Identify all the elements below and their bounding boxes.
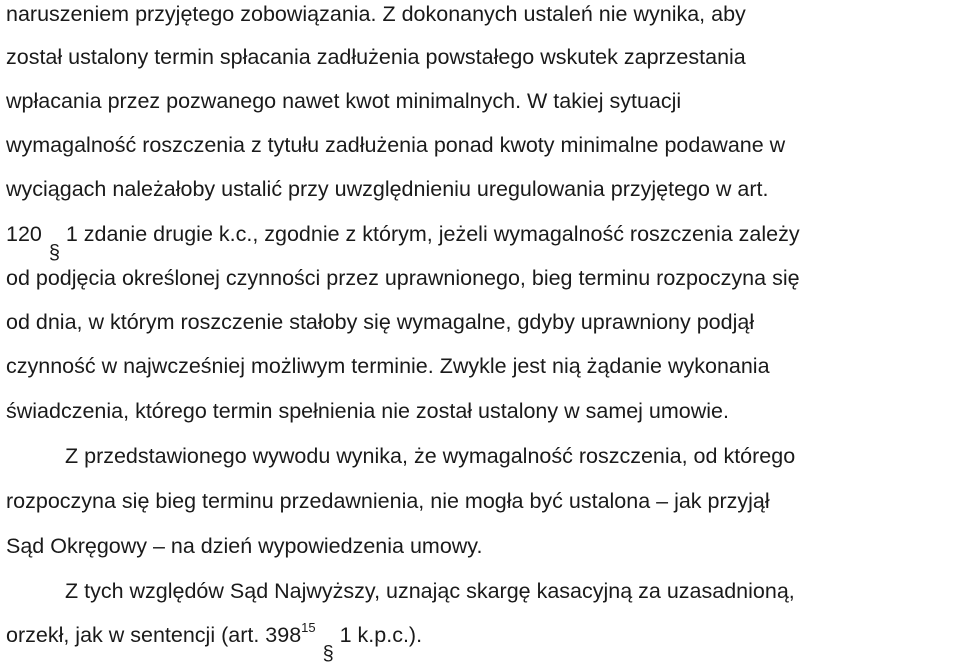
text-line [6, 620, 423, 665]
text-line: Sąd Okręgowy – na dzień wypowiedzenia umowy. [6, 534, 483, 558]
text-line: czynność w najwcześniej możliwym terminie. Zwykle jest nią żądanie wykonania [6, 354, 770, 378]
paragraph-first-line: Z tych względów Sąd Najwyższy, uznając skargę kasacyjną za uzasadnioną, [65, 579, 795, 603]
paragraph-first-line: Z przedstawionego wywodu wynika, że wymagalność roszczenia, od którego [65, 444, 796, 468]
text-line [6, 221, 800, 264]
text-span: 1 zdanie drugie k.c., zgodnie z którym, jeżeli wymagalność roszczenia zależy [65, 222, 800, 246]
superscript: 15 [301, 620, 316, 635]
text-line: świadczenia, którego termin spełnienia nie został ustalony w samej umowie. [6, 399, 729, 423]
section-sign-glyph: § [48, 242, 60, 264]
section-sign-glyph: § [322, 643, 334, 665]
text-line: wymagalność roszczenia z tytułu zadłużenia ponad kwoty minimalne podawane w [6, 133, 786, 157]
text-span: 1 k.p.c.). [339, 623, 423, 647]
text-span: orzekł, jak w sentencji (art. 398 [6, 623, 302, 647]
text-line: rozpoczyna się bieg terminu przedawnienia, nie mogła być ustalona – jak przyjął [6, 489, 770, 513]
text-span: 120 [6, 222, 42, 246]
text-line: od dnia, w którym roszczenie stałoby się wymagalne, gdyby uprawniony podjął [6, 310, 755, 334]
text-line: został ustalony termin spłacania zadłużenia powstałego wskutek zaprzestania [6, 45, 746, 69]
text-line: naruszeniem przyjętego zobowiązania. Z dokonanych ustaleń nie wynika, aby [6, 2, 746, 26]
text-line: wyciągach należałoby ustalić przy uwzględnieniu uregulowania przyjętego w art. [6, 177, 769, 201]
text-line: wpłacania przez pozwanego nawet kwot minimalnych. W takiej sytuacji [6, 89, 682, 113]
text-line: od podjęcia określonej czynności przez uprawnionego, bieg terminu rozpoczyna się [6, 266, 800, 290]
